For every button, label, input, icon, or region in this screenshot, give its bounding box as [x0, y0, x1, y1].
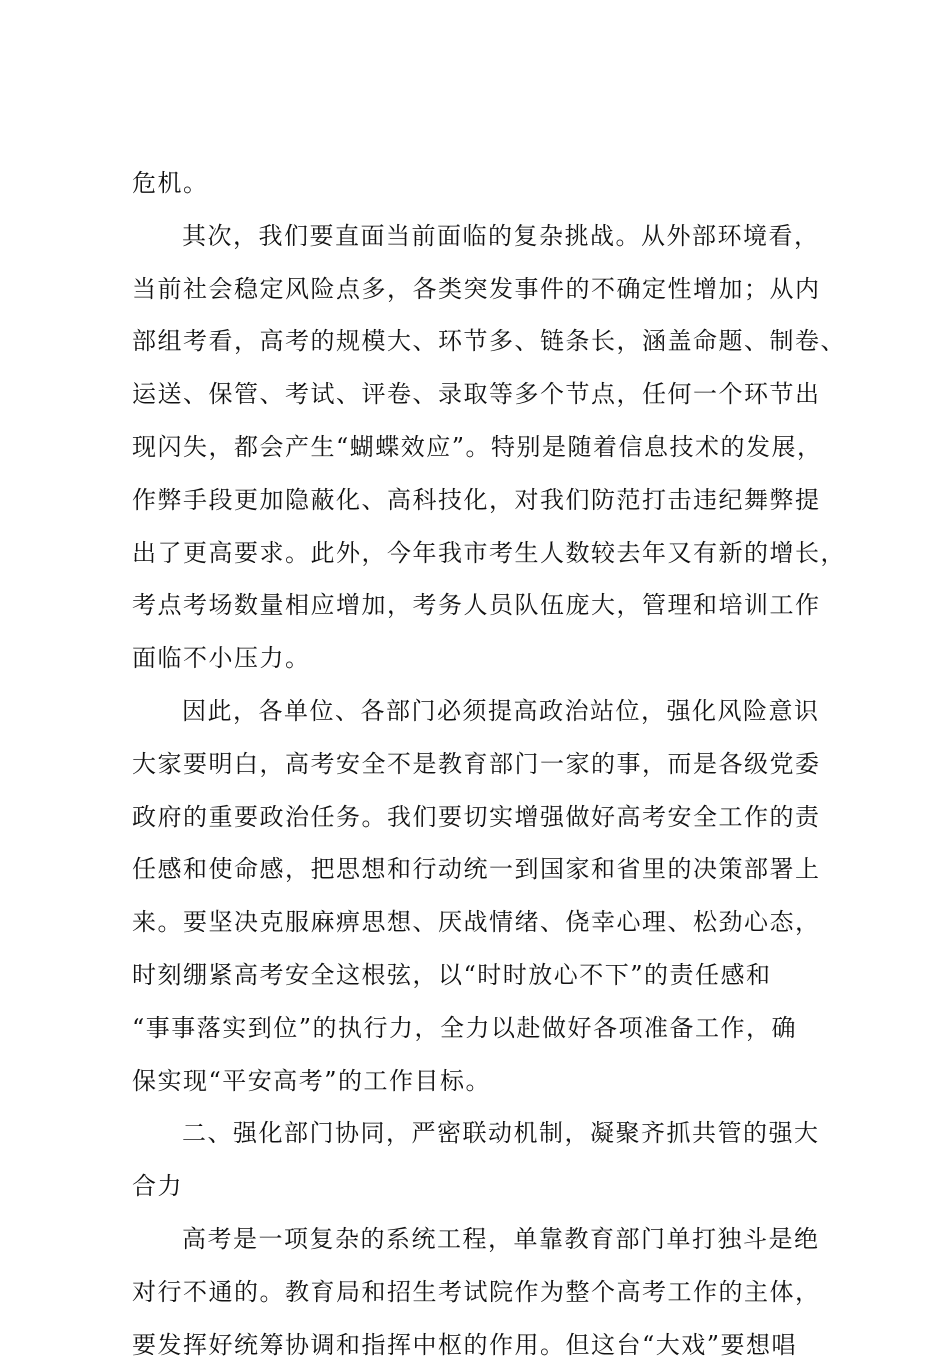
text-line: 大家要明白，高考安全不是教育部门一家的事，而是各级党委: [132, 749, 821, 778]
text-line: 出了更高要求。此外，今年我市考生人数较去年又有新的增长，: [132, 538, 846, 567]
text-line: 任感和使命感，把思想和行动统一到国家和省里的决策部署上: [132, 855, 821, 884]
text-line: 当前社会稳定风险点多，各类突发事件的不确定性增加；从内: [132, 274, 821, 303]
text-line: 其次，我们要直面当前面临的复杂挑战。从外部环境看，: [182, 221, 820, 250]
text-line: 合力: [132, 1172, 183, 1201]
text-line: 时刻绷紧高考安全这根弦，以“时时放心不下”的责任感和: [132, 960, 772, 989]
text-line: 因此，各单位、各部门必须提高政治站位，强化风险意识: [182, 696, 820, 725]
text-line: 要发挥好统筹协调和指挥中枢的作用。但这台“大戏”要想唱: [132, 1330, 798, 1359]
text-line: 面临不小压力。: [132, 644, 311, 673]
text-line: 考点考场数量相应增加，考务人员队伍庞大，管理和培训工作: [132, 591, 821, 620]
document-body: [132, 157, 852, 1371]
text-line: 政府的重要政治任务。我们要切实增强做好高考安全工作的责: [132, 802, 821, 831]
text-line: 二、强化部门协同，严密联动机制，凝聚齐抓共管的强大: [182, 1119, 820, 1148]
text-line: 运送、保管、考试、评卷、录取等多个节点，任何一个环节出: [132, 380, 821, 409]
text-line: 高考是一项复杂的系统工程，单靠教育部门单打独斗是绝: [182, 1224, 820, 1253]
text-line: 来。要坚决克服麻痹思想、厌战情绪、侥幸心理、松劲心态，: [132, 908, 821, 937]
text-line: 现闪失，都会产生“蝴蝶效应”。特别是随着信息技术的发展，: [132, 432, 823, 461]
text-line: 作弊手段更加隐蔽化、高科技化，对我们防范打击违纪舞弊提: [132, 485, 821, 514]
text-line: 危机。: [132, 169, 209, 197]
text-line: 部组考看，高考的规模大、环节多、链条长，涵盖命题、制卷、: [132, 327, 846, 356]
text-line: 保实现“平安高考”的工作目标。: [132, 1066, 492, 1095]
text-line: 对行不通的。教育局和招生考试院作为整个高考工作的主体，: [132, 1277, 821, 1306]
text-line: “事事落实到位”的执行力，全力以赴做好各项准备工作，确: [132, 1013, 798, 1042]
